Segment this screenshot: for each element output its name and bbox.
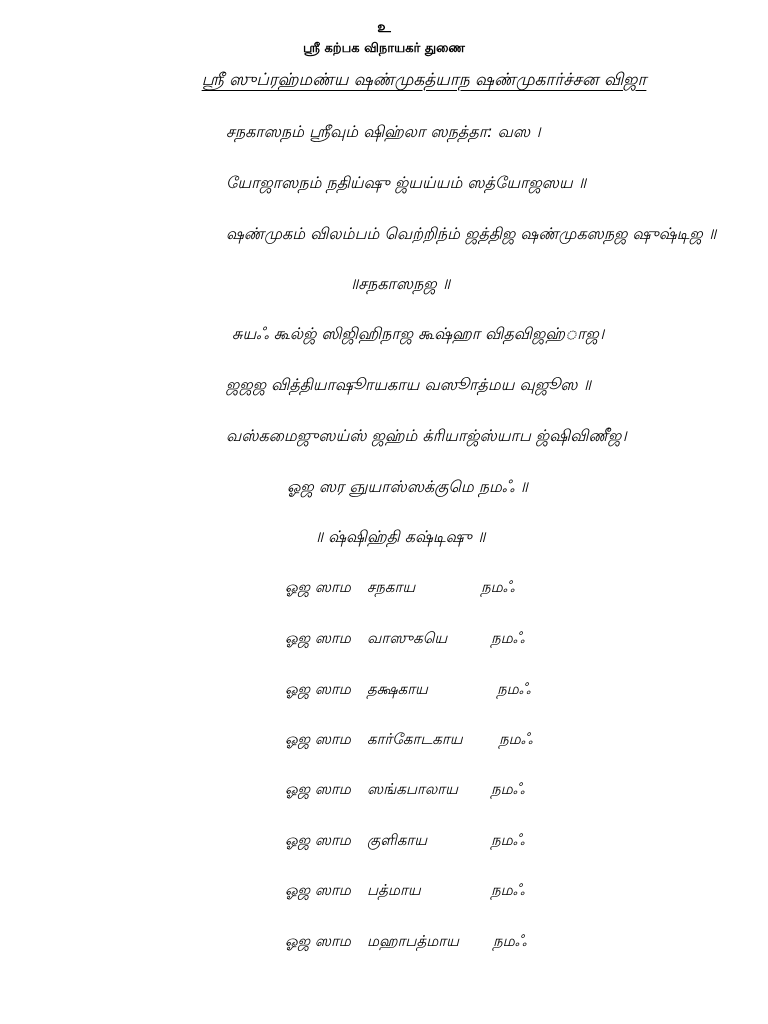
mantra-suffix: நமஃ <box>491 881 525 899</box>
mantra-suffix: நமஃ <box>497 680 531 698</box>
mantra-suffix: நமஃ <box>493 932 527 950</box>
mantra-prefix: ஓஜ ஸாம <box>285 629 351 647</box>
mantra-prefix: ஓஜ ஸாம <box>285 730 351 748</box>
verse-line: சநகாஸநம் ஸ்ரீவும் ஷிஹ்லா ஸநத்தா: வஸ । <box>226 122 541 141</box>
verse-line: சுயஃ கூல்ஜ் ஸிஜிஹிநாஜ கூஷ்ஹா விதவிஜஹ்ாஜ। <box>232 324 605 343</box>
section-heading: ॥சநகாஸநஜ ॥ <box>349 274 451 293</box>
verse-line: ஷண்முகம் விலம்பம் வெற்றிந்ம் ஜத்திஜ ஷண்முகஸநஜ ஷுஷ்டிஜ ॥ <box>226 224 717 243</box>
mantra-name: சநகாய <box>367 578 416 596</box>
mantra-name: கார்கோடகாய <box>367 730 463 748</box>
document-title: ஸ்ரீ ஸுப்ரஹ்மண்ய ஷண்முகத்யாந ஷண்முகார்ச்சன விஜா <box>201 70 647 90</box>
mantra-prefix: ஓஜ ஸாம <box>285 578 351 596</box>
mantra-name: வாஸுகயெ <box>367 629 448 647</box>
mantra-suffix: நமஃ <box>481 578 515 596</box>
mantra-name: குளிகாய <box>367 831 428 849</box>
blessing-line: ஸ்ரீ கற்பக விநாயகர் துணை <box>303 41 465 56</box>
mantra-suffix: நமஃ <box>491 780 525 798</box>
mantra-suffix: நமஃ <box>491 629 525 647</box>
mantra-name: தக்ஷகாய <box>367 680 428 698</box>
verse-line: யோஜாஸநம் நதிய்ஷு ஜ்யய்யம் ஸத்யோஜஸய ॥ <box>226 173 587 192</box>
mantra-name: பத்மாய <box>367 881 421 899</box>
mantra-prefix: ஓஜ ஸாம <box>285 780 351 798</box>
verse-line: வஸ்கமைஜுஸய்ஸ் ஜஹ்ம் க்ரியாஜ்ஸ்யாப ஜ்ஷிவிணீஜ। <box>226 426 627 445</box>
mantra-prefix: ஓஜ ஸாம <box>285 831 351 849</box>
mantra-prefix: ஓஜ ஸாம <box>285 881 351 899</box>
invocation-mark: உ <box>377 18 391 36</box>
mantra-suffix: நமஃ <box>499 730 533 748</box>
mantra-prefix: ஓஜ ஸாம <box>285 932 351 950</box>
mantra-name: ஸங்கபாலாய <box>367 780 458 798</box>
mantra-name: மஹாபத்மாய <box>367 932 459 950</box>
verse-line: ஓஜ ஸர ஞுயாஸ்ஸக்குமெ நமஃ ॥ <box>287 477 528 496</box>
mantra-prefix: ஓஜ ஸாம <box>285 680 351 698</box>
mantra-suffix: நமஃ <box>491 831 525 849</box>
section-heading: ॥ ஷ்ஷிஹ்தி கஷ்டிஷு ॥ <box>314 527 486 546</box>
verse-line: ஜஜஜ வித்தியாஷூாயகாய வஸூாத்மய வுஜூஸ ॥ <box>226 375 591 394</box>
